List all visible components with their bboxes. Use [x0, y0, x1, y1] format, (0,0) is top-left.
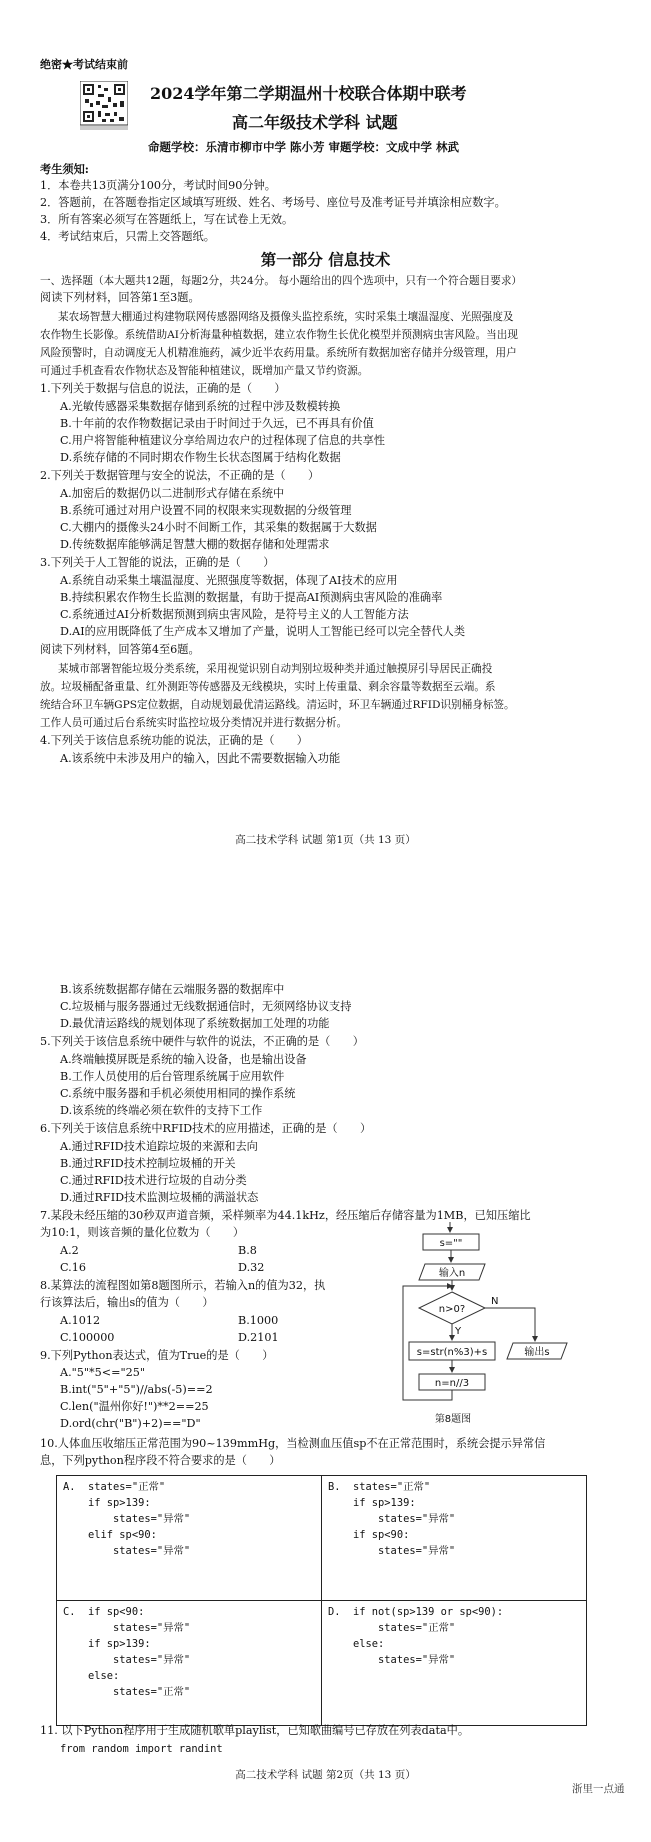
q9-option-c: C.len("温州你好!")**2==25	[60, 1400, 209, 1413]
q2-option-d: D.传统数据库能够满足智慧大棚的数据存储和处理需求	[60, 538, 330, 551]
q8-option-c: C.100000	[60, 1331, 115, 1344]
q4-option-a: A.该系统中未涉及用户的输入，因此不需要数据输入功能	[60, 752, 341, 765]
exam-subject: 高二年级技术学科 试题	[232, 113, 398, 132]
question-8-stem-cont: 行该算法后，输出s的值为（ ）	[40, 1296, 214, 1309]
qr-code	[80, 81, 128, 131]
flowchart-figure	[395, 1222, 625, 1458]
q9-option-a: A."5"*5<="25"	[60, 1366, 146, 1379]
q4-option-c: C.垃圾桶与服务器通过无线数据通信时，无须网络协议支持	[60, 1000, 352, 1013]
q6-option-d: D.通过RFID技术监测垃圾桶的满溢状态	[60, 1191, 259, 1204]
q5-option-a: A.终端触摸屏既是系统的输入设备，也是输出设备	[60, 1053, 307, 1066]
q1-option-b: B.十年前的农作物数据记录由于时间过于久远，已不再具有价值	[60, 417, 374, 430]
flow-no-label: N	[491, 1296, 499, 1307]
q3-option-d: D.AI的应用既降低了生产成本又增加了产量，说明人工智能已经可以完全替代人类	[60, 625, 466, 638]
q9-option-d: D.ord(chr("B")+2)=="D"	[60, 1417, 201, 1430]
q9-option-b: B.int("5"+"5")//abs(-5)==2	[60, 1383, 213, 1396]
flow-caption: 第8题图	[434, 1414, 472, 1425]
notice-item: 1．本卷共13页满分100分，考试时间90分钟。	[40, 179, 276, 192]
watermark: 浙里一点通	[572, 1783, 625, 1795]
notice-item: 2．答题前，在答题卷指定区域填写班级、姓名、考场号、座位号及准考证号并填涂相应数字。	[40, 196, 506, 209]
material-line: 可通过手机查看农作物状态及智能种植建议，既增加产量又节约资源。	[40, 365, 369, 377]
q10-code-b: B. states="正常" if sp>139: states="异常" if sp<90: states="异常"	[328, 1481, 456, 1557]
q10-options-table	[56, 1475, 587, 1726]
question-6-stem: 6.下列关于该信息系统中RFID技术的应用描述，正确的是（ ）	[40, 1122, 372, 1135]
flow-input-text: 输入n	[438, 1268, 466, 1279]
material-line: 风险预警时，自动调度无人机精准施药，减少近半农药用量。系统所有数据加密存储并分级管理，用户	[40, 347, 517, 359]
read-instruction: 阅读下列材料，回答第4至6题。	[40, 643, 200, 656]
material-line: 某城市部署智能垃圾分类系统，采用视觉识别自动判别垃圾种类并通过触摸屏引导居民正确投	[58, 663, 493, 675]
q5-option-b: B.工作人员使用的后台管理系统属于应用软件	[60, 1070, 285, 1083]
q10-option-c	[57, 1601, 322, 1726]
exam-makers: 命题学校：乐清市柳市中学 陈小芳 审题学校：文成中学 林武	[148, 140, 460, 154]
q2-option-b: B.系统可通过对用户设置不同的权限来实现数据的分级管理	[60, 504, 352, 517]
q1-option-c: C.用户将智能种植建议分享给周边农户的过程体现了信息的共享性	[60, 434, 385, 447]
secret-label: 绝密★考试结束前	[40, 58, 128, 71]
q11-code-line: from random import randint	[60, 1743, 223, 1755]
material-line: 农作物生长影像。系统借助AI分析海量种植数据，建立农作物生长优化模型并预测病虫害风险。当出现	[40, 329, 518, 341]
question-2-stem: 2.下列关于数据管理与安全的说法，不正确的是（ ）	[40, 469, 320, 482]
question-3-stem: 3.下列关于人工智能的说法，正确的是（ ）	[40, 556, 275, 569]
flow-yes-label: Y	[455, 1326, 462, 1337]
q10-option-b	[322, 1476, 587, 1601]
q10-option-a	[57, 1476, 322, 1601]
q4-option-b: B.该系统数据都存储在云端服务器的数据库中	[60, 983, 285, 996]
q8-option-b: B.1000	[238, 1314, 279, 1327]
page-footer: 高二技术学科 试题 第2页（共 13 页）	[235, 1769, 416, 1781]
q10-option-d	[322, 1601, 587, 1726]
material-line: 统结合环卫车辆GPS定位数据，自动规划最优清运路线。清运时，环卫车辆通过RFID识别桶身标签。	[40, 699, 515, 711]
q3-option-a: A.系统自动采集土壤温湿度、光照强度等数据，体现了AI技术的应用	[60, 574, 398, 587]
q10-code-c: C. if sp<90: states="异常" if sp>139: states="异常" else: states="正常"	[63, 1606, 191, 1698]
material-line: 工作人员可通过后台系统实时监控垃圾分类情况并进行数据分析。	[40, 717, 348, 729]
q10-code-d: D. if not(sp>139 or sp<90): states="正常" else: states="异常"	[328, 1606, 504, 1666]
q6-option-b: B.通过RFID技术控制垃圾桶的开关	[60, 1157, 236, 1170]
section-heading: 一、选择题（本大题共12题，每题2分，共24分。 每小题给出的四个选项中，只有一个符合题目要求）	[40, 275, 523, 287]
q2-option-a: A.加密后的数据仍以二进制形式存储在系统中	[60, 487, 285, 500]
q7-option-c: C.16	[60, 1261, 86, 1274]
material-line: 放。垃圾桶配备重量、红外测距等传感器及无线模块，实时上传重量、剩余容量等数据至云端。系	[40, 681, 496, 693]
q8-option-d: D.2101	[238, 1331, 279, 1344]
question-11-stem: 11. 以下Python程序用于生成随机歌单playlist，已知歌曲编号已存放在列表data中。	[40, 1724, 470, 1737]
q6-option-c: C.通过RFID技术进行垃圾的自动分类	[60, 1174, 247, 1187]
notice-item: 4．考试结束后，只需上交答题纸。	[40, 230, 215, 243]
q3-option-b: B.持续积累农作物生长监测的数据量，有助于提高AI预测病虫害风险的准确率	[60, 591, 443, 604]
flow-cond-text: n>0?	[438, 1304, 466, 1315]
question-1-stem: 1.下列关于数据与信息的说法，正确的是（ ）	[40, 382, 286, 395]
q1-option-d: D.系统存储的不同时期农作物生长状态图属于结构化数据	[60, 451, 341, 464]
question-10-stem: 10.人体血压收缩压正常范围为90~139mmHg，当检测血压值sp不在正常范围时，系统会提示异常信	[40, 1437, 546, 1450]
q4-option-d: D.最优清运路线的规划体现了系统数据加工处理的功能	[60, 1017, 330, 1030]
q5-option-d: D.该系统的终端必须在软件的支持下工作	[60, 1104, 263, 1117]
q7-option-b: B.8	[238, 1244, 257, 1257]
material-line: 某农场智慧大棚通过构建物联网传感器网络及摄像头监控系统，实时采集土壤温湿度、光照强度及	[58, 311, 514, 323]
question-7-stem-cont: 为10:1，则该音频的量化位数为（ ）	[40, 1226, 245, 1239]
read-instruction: 阅读下列材料，回答第1至3题。	[40, 291, 200, 304]
part-title: 第一部分 信息技术	[260, 250, 391, 269]
flow-assign-text: s=str(n%3)+s	[416, 1347, 488, 1358]
q1-option-a: A.光敏传感器采集数据存储到系统的过程中涉及数模转换	[60, 400, 341, 413]
q3-option-c: C.系统通过AI分析数据预测到病虫害风险，是符号主义的人工智能方法	[60, 608, 409, 621]
q2-option-c: C.大棚内的摄像头24小时不间断工作，其采集的数据属于大数据	[60, 521, 377, 534]
question-7-stem: 7.某段未经压缩的30秒双声道音频，采样频率为44.1kHz，经压缩后存储容量为1MB，已知压缩比	[40, 1209, 531, 1222]
q5-option-c: C.系统中服务器和手机必须使用相同的操作系统	[60, 1087, 296, 1100]
exam-title: 2024学年第二学期温州十校联合体期中联考	[150, 84, 467, 103]
page-footer: 高二技术学科 试题 第1页（共 13 页）	[235, 834, 416, 846]
question-4-stem: 4.下列关于该信息系统功能的说法，正确的是（ ）	[40, 734, 308, 747]
q6-option-a: A.通过RFID技术追踪垃圾的来源和去向	[60, 1140, 258, 1153]
q10-code-a: A. states="正常" if sp>139: states="异常" elif sp<90: states="异常"	[63, 1481, 191, 1557]
flow-update-text: n=n//3	[434, 1378, 470, 1389]
notice-heading: 考生须知:	[40, 162, 89, 176]
question-9-stem: 9.下列Python表达式，值为True的是（ ）	[40, 1349, 274, 1362]
notice-item: 3．所有答案必须写在答题纸上，写在试卷上无效。	[40, 213, 294, 226]
q7-option-a: A.2	[60, 1244, 79, 1257]
question-10-stem-cont: 息，下列python程序段不符合要求的是（ ）	[40, 1454, 281, 1467]
q7-option-d: D.32	[238, 1261, 265, 1274]
question-8-stem: 8.某算法的流程图如第8题图所示，若输入n的值为32，执	[40, 1279, 326, 1292]
q8-option-a: A.1012	[60, 1314, 101, 1327]
flow-init-text: s=""	[439, 1238, 463, 1249]
question-5-stem: 5.下列关于该信息系统中硬件与软件的说法，不正确的是（ ）	[40, 1035, 364, 1048]
flow-output-text: 输出s	[524, 1347, 550, 1358]
